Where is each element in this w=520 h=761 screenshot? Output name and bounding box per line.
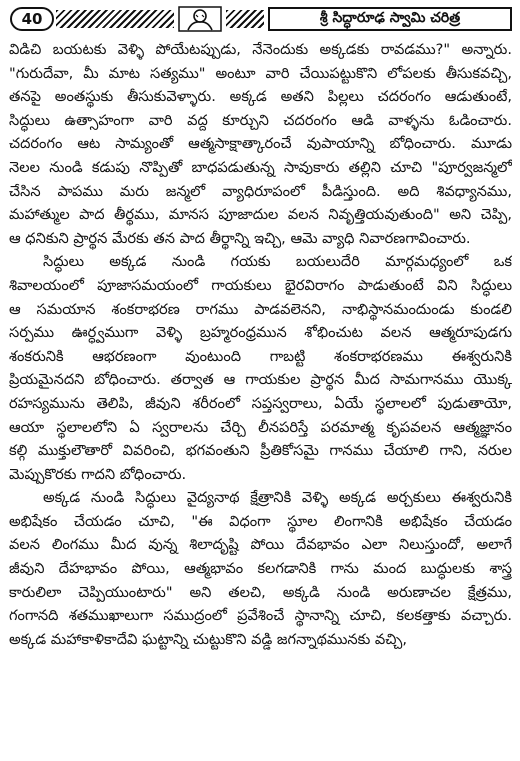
author-portrait-logo (178, 6, 222, 32)
text-line: అక్కడ నుండి సిద్ధులు వైద్యనాథ క్షేత్రానికి వెళ్ళి అక్కడ అర్చకులు ఈశ్వరునికి (43, 489, 512, 507)
text-line: ప్రియమైనదని బోధించారు. తర్వాత ఆ గాయకుల ప్రార్థన మీద సామగానము యొక్క (9, 371, 512, 389)
text-line: ఆ ధనికుని ప్రార్థన మేరకు తన పాద తీర్థాన్ని ఇచ్చి, ఆమె వ్యాధి నివారణగావించారు. (9, 229, 471, 247)
text-line: వలన లింగము మీద వున్న శిలాదృష్టి పోయి దేవభావం ఎలా నిలుస్తుందో, అలాగే (9, 536, 512, 554)
text-line: ఆ సమయాన శంకరాభరణ రాగము పాడవలెనని, నాభిస్థానమందుండు కుండలి (9, 300, 512, 318)
text-line: సిద్ధులు అక్కడ నుండి గయకు బయలుదేరి మార్గమధ్యంలో ఒక (43, 253, 512, 271)
text-line: చేసిన పాపము మరు జన్మలో వ్యాధిరూపంలో పీడిస్తుంది. అది శివధ్యానము, (9, 182, 512, 200)
paragraph (9, 250, 512, 486)
text-line: సిద్ధులు ఉత్సాహంగా వారి వద్ద కూర్చుని చదరంగం ఆడి వాళ్ళను ఓడించారు. (9, 111, 512, 129)
text-line: అభిషేకం చేయడం చూచి, "ఈ విధంగా స్థూల లింగానికి అభిషేకం చేయడం (9, 512, 512, 530)
page-number: 40 (10, 7, 54, 31)
hatch-decoration-left (56, 10, 174, 28)
hatch-decoration-right (226, 10, 264, 28)
text-line: అక్కడ మహాకాళికాదేవి ఘట్టాన్ని చుట్టుకొని వడ్డి జగన్నాథమునకు వచ్చి, (9, 630, 407, 648)
page-header (8, 6, 512, 32)
text-line: కారులిలా చెప్పియుంటారు" అని తలచి, అక్కడి నుండి అరుణాచల క్షేత్రము, (9, 583, 512, 601)
text-line: రహస్యమును తెలిపి, జీవుని శరీరంలో సప్తస్వరాలు, ఏయే స్థలాలలో పుడుతాయో, (9, 394, 512, 412)
text-line: జీవుని దేహభావం పోయి, ఆత్మభావం కలగడానికి గాను మంద బుద్ధులకు శాస్త్ర (9, 560, 512, 578)
text-line: నెలల నుండి కడుపు నొప్పితో బాధపడుతున్న సావుకారు తల్లిని చూచి "పూర్వజన్మలో (9, 158, 512, 176)
paragraph (9, 486, 512, 651)
running-title: శ్రీ సిద్ధారూఢ స్వామి చరిత్ర (268, 7, 512, 31)
paragraph (9, 38, 512, 250)
text-line: శివాలయంలో పూజాసమయంలో గాయకులు భైరవిరాగం పాడుతుంటే విని సిద్ధులు (9, 276, 512, 294)
text-line: చదరంగం ఆట సామ్యంతో ఆత్మసాక్షాత్కారంచే వుపాయాన్ని బోధించారు. మూడు (9, 135, 512, 153)
page-body (9, 38, 512, 651)
text-line: తనపై అంతస్థుకు తీసుకువెళ్ళారు. అక్కడ అతని పిల్లలు చదరంగం ఆడుతుంటే, (9, 88, 512, 106)
text-line: శంకరునికి ఆభరణంగా వుంటుంది గాబట్టి శంకరాభరణము ఈశ్వరునికి (9, 347, 512, 365)
text-line: ఆయా స్థలాలలోని ఏ స్వరాలను చేర్చి లీనపరిస్తే పరమాత్మ కృపవలన ఆత్మజ్ఞానం (9, 418, 512, 436)
text-line: గంగానది శతముఖాలుగా సముద్రంలో ప్రవేశించే స్థానాన్ని చూచి, కలకత్తాకు వచ్చారు. (9, 607, 512, 625)
text-line: మహాత్ముల పాద తీర్థము, మానస పూజాదుల వలన నివృత్తియవుతుంది" అని చెప్పి, (9, 206, 512, 224)
text-line: "గురుదేవా, మీ మాట సత్యము" అంటూ వారి చేయిపట్టుకొని లోపలకు తీసుకవచ్చి, (9, 64, 512, 82)
text-line: మెప్పుకొరకు గాదని బోధించారు. (9, 465, 187, 483)
text-line: సర్పము ఊర్ధ్వముగా వెళ్ళి బ్రహ్మరంధ్రమున శోభించుట వలన ఆత్మరూపుడగు (9, 324, 512, 342)
text-line: విడిచి బయటకు వెళ్ళి పోయేటప్పుడు, నేనెందుకు అక్కడకు రావడము?" అన్నారు. (9, 41, 512, 58)
text-line: కల్గి ముక్తులౌతారో వివరించి, భగవంతుని ప్రీతికోసమై గానము చేయాలి గాని, నరుల (9, 442, 512, 460)
